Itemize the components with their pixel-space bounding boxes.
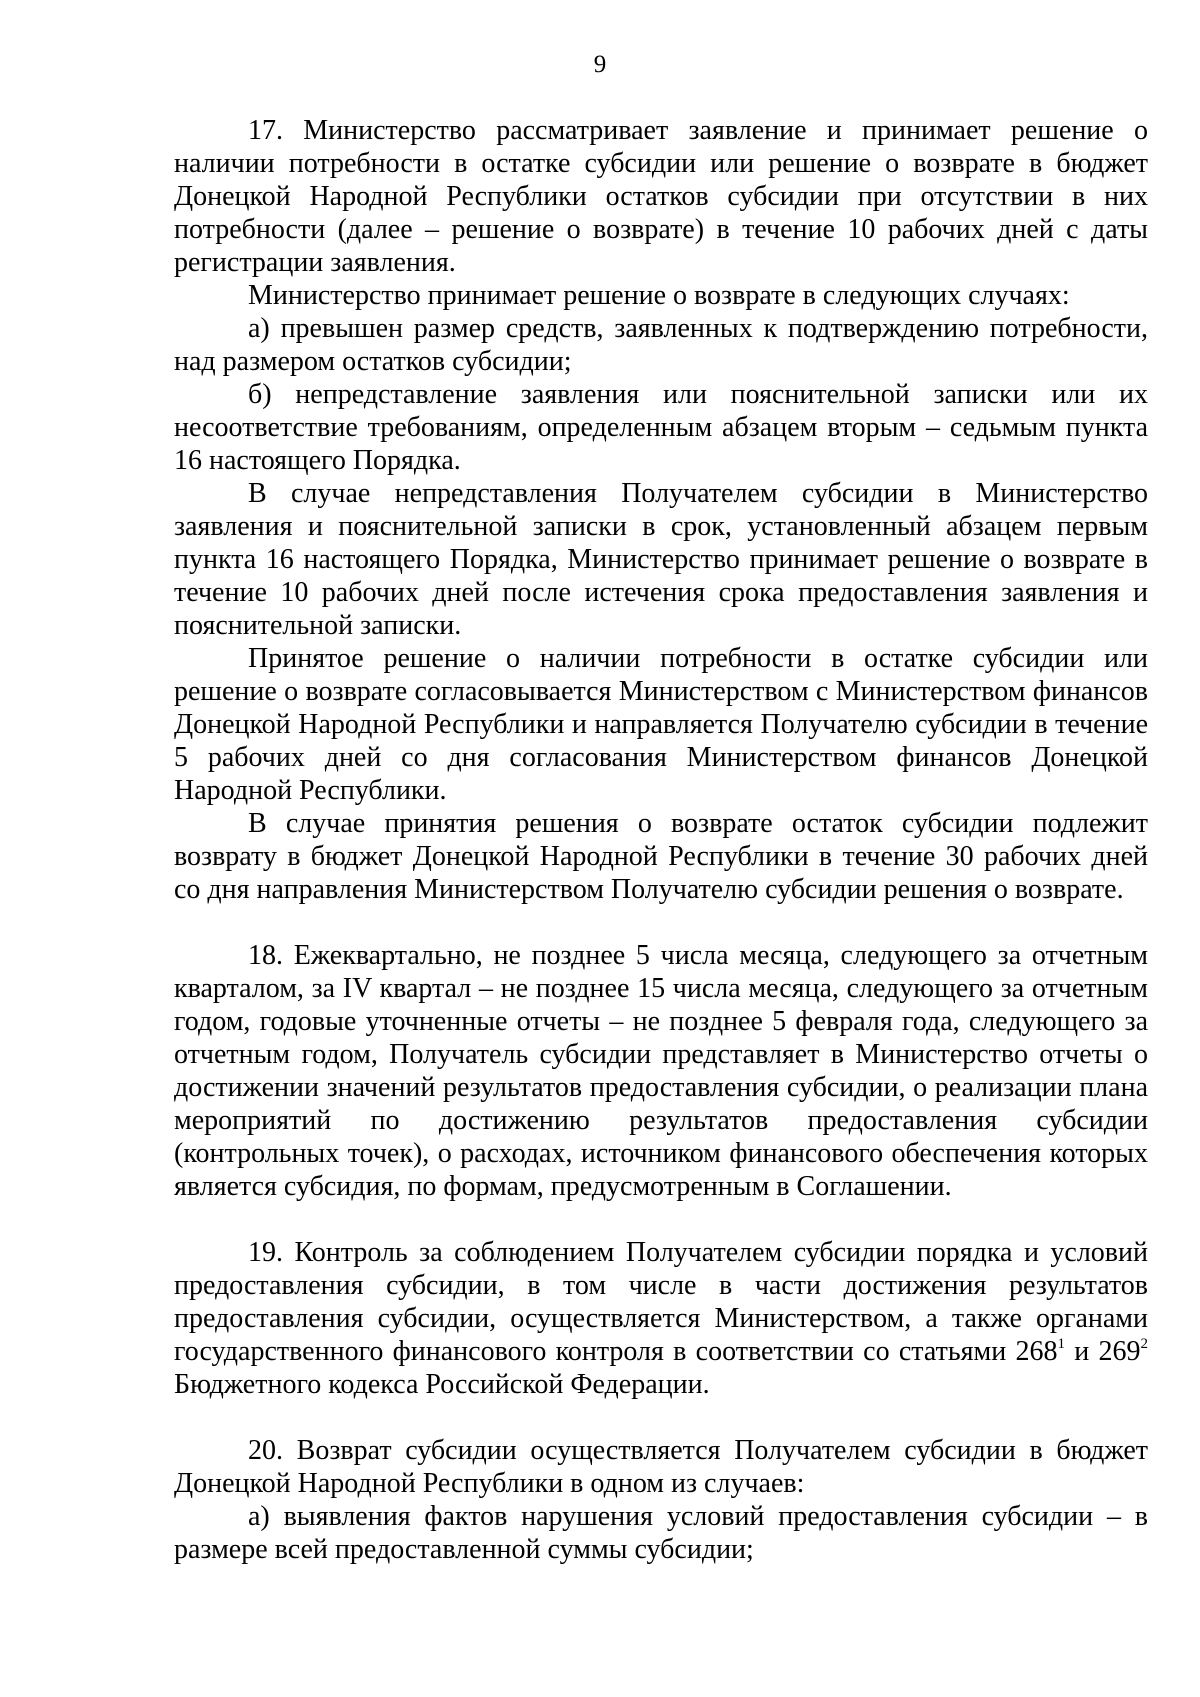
paragraph-20-intro: 20. Возврат субсидии осуществляется Получателем субсидии в бюджет Донецкой Народной Республики в одном из случаев: (174, 1435, 1148, 1499)
paragraph-17-agreement: Принятое решение о наличии потребности в остатке субсидии или решение о возврате согласовывается Министерством с Министерством финансов Донецкой Народной Республики и направляется Получателю субсидии в течение 5 рабочих дней со дня согласования Министерством финансов Донецкой Народной Республики. (174, 643, 1148, 806)
paragraph-20-item-a: а) выявления фактов нарушения условий предоставления субсидии – в размере всей предоставленной суммы субсидии; (174, 1501, 1148, 1565)
paragraph-18: 18. Ежеквартально, не позднее 5 числа месяца, следующего за отчетным кварталом, за IV квартал – не позднее 15 числа месяца, следующего за отчетным годом, годовые уточненные отчеты – не позднее 5 февраля года, следующего за отчетным годом, Получатель субсидии представляет в Министерство отчеты о достижении значений результатов предоставления субсидии, о реализации плана мероприятий по достижению результатов предоставления субсидии (контрольных точек), о расходах, источником финансового обеспечения которых является субсидия, по формам, предусмотренным в Соглашении. (174, 940, 1148, 1202)
paragraph-19-part1: 19. Контроль за соблюдением Получателем субсидии порядка и условий предоставления субсидии, в том числе в части достижения результатов предоставления субсидии, осуществляется Министерством, а также органами государственного финансового контроля в соответствии со статьями 268 (174, 1237, 1148, 1367)
paragraph-19 (174, 1236, 1148, 1401)
paragraph-19-part3: Бюджетного кодекса Российской Федерации. (174, 1369, 710, 1400)
page-number: 9 (593, 51, 607, 78)
paragraph-17-cases: Министерство принимает решение о возврате в следующих случаях: (248, 280, 1070, 311)
article-269-superscript: 2 (1140, 1336, 1148, 1352)
paragraph-17-nonsubmission: В случае непредставления Получателем субсидии в Министерство заявления и пояснительной записки в срок, установленный абзацем первым пункта 16 настоящего Порядка, Министерство принимает решение о возврате в течение 10 рабочих дней после истечения срока предоставления заявления и пояснительной записки. (174, 478, 1148, 641)
paragraph-17-intro: 17. Министерство рассматривает заявление и принимает решение о наличии потребности в остатке субсидии или решение о возврате в бюджет Донецкой Народной Республики остатков субсидии при отсутствии в них потребности (далее – решение о возврате) в течение 10 рабочих дней с даты регистрации заявления. (174, 115, 1148, 278)
paragraph-17-item-a: а) превышен размер средств, заявленных к подтверждению потребности, над размером остатков субсидии; (174, 313, 1148, 377)
paragraph-17-item-b: б) непредставление заявления или пояснительной записки или их несоответствие требованиям, определенным абзацем вторым – седьмым пункта 16 настоящего Порядка. (174, 379, 1148, 476)
paragraph-17-return: В случае принятия решения о возврате остаток субсидии подлежит возврату в бюджет Донецкой Народной Республики в течение 30 рабочих дней со дня направления Министерством Получателю субсидии решения о возврате. (174, 808, 1148, 905)
paragraph-19-part2: и 269 (1064, 1336, 1141, 1367)
document-body (174, 114, 1148, 1566)
article-268-superscript: 1 (1057, 1336, 1065, 1352)
